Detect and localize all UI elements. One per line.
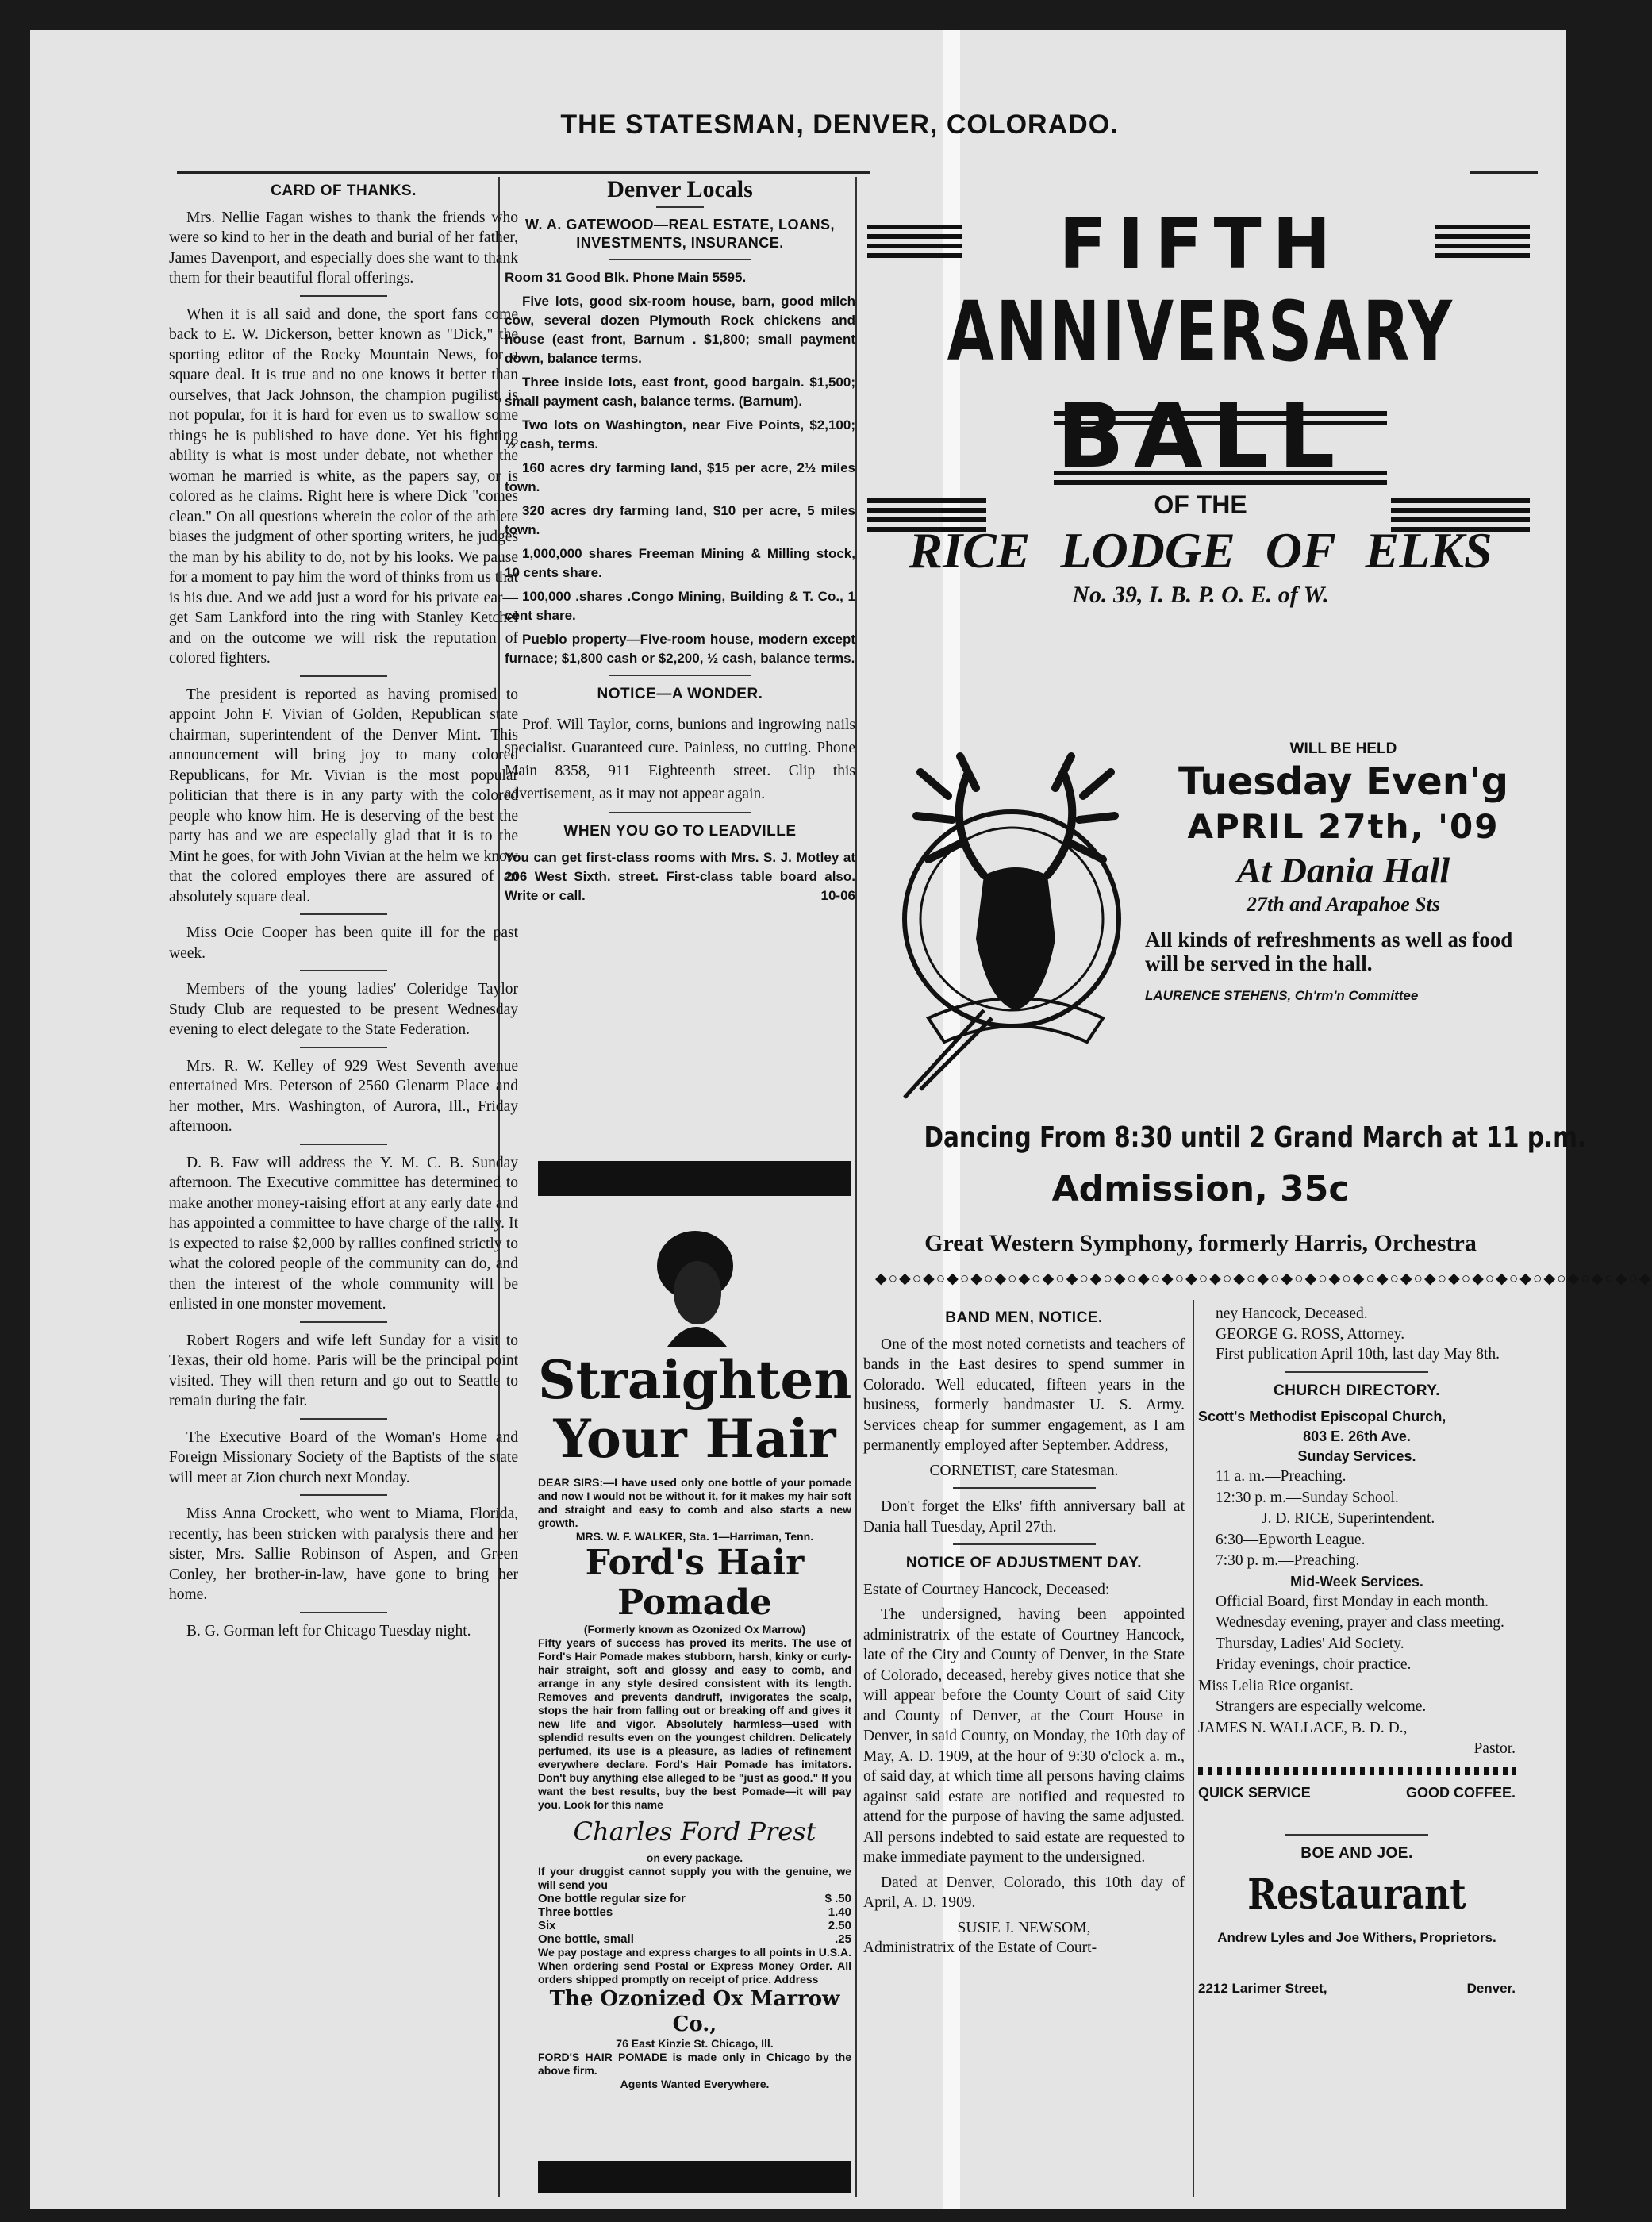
gatewood-office: Room 31 Good Blk. Phone Main 5595. [505, 269, 747, 285]
price-row: One bottle, small .25 [538, 1932, 851, 1946]
testimonial-author: MRS. W. F. WALKER, Sta. 1—Harriman, Tenn. [575, 1530, 814, 1543]
separator [300, 295, 387, 297]
service-item: Wednesday evening, prayer and class meeting. [1216, 1614, 1504, 1631]
leadville-text: You can get first-class rooms with Mrs. S. J. Motley at 206 West Sixth. street. First-class table board also. Write or call. [505, 849, 855, 903]
dancing-times: Dancing From 8:30 until 2 Grand March at 11 p.m. [924, 1121, 1587, 1154]
decorative-chain-border: ◆○◆○◆○◆○◆○◆○◆○◆○◆○◆○◆○◆○◆○◆○◆○◆○◆○◆○◆○◆○◆○◆○◆○◆○◆○◆○◆○◆○◆○◆○◆○◆○◆ [875, 1271, 1652, 1287]
listing: 1,000,000 shares Freeman Mining & Milling stock, 10 cents share. [505, 545, 855, 580]
restaurant-address [1198, 1979, 1516, 1998]
item-kelley: Mrs. R. W. Kelley of 929 West Seventh avenue entertained Mrs. Peterson of 2560 Glenarm Place and her mother, Mrs. Washington, of Aurora, Ill., Friday afternoon. [169, 1057, 518, 1135]
service-item: Miss Lelia Rice organist. [1198, 1677, 1354, 1694]
sunday-services-heading: Sunday Services. [1297, 1448, 1416, 1464]
price-row: Six 2.50 [538, 1919, 851, 1932]
leadville-heading: WHEN YOU GO TO LEADVILLE [563, 823, 797, 840]
refreshments-note: All kinds of refreshments as well as food will be served in the hall. [1145, 928, 1513, 975]
separator [1285, 1834, 1428, 1836]
ball-date: APRIL 27th, '09 [1187, 807, 1500, 846]
street-address: 2212 Larimer Street, [1198, 1981, 1327, 1996]
separator [300, 1418, 387, 1420]
column-divider [1193, 1300, 1194, 2197]
item-crockett: Miss Anna Crockett, who went to Miama, Florida, recently, has been stricken with paralysis there and her sister, Mrs. Sallie Robinson of Aspen, and Green Conley, her brother-in-law, have gone to bring her home. [169, 1505, 518, 1603]
service-item: J. D. RICE, Superintendent. [1262, 1510, 1435, 1527]
adjustment-estate: Estate of Courtney Hancock, Deceased: [863, 1581, 1110, 1598]
formerly-known: (Formerly known as Ozonized Ox Marrow) [583, 1623, 806, 1636]
made-only-note: FORD'S HAIR POMADE is made only in Chicago by the above firm. [538, 2051, 851, 2077]
separator [953, 1487, 1096, 1489]
testimonial: DEAR SIRS:—I have used only one bottle of your pomade and now I would not be without it, for it makes my hair soft and straight and easy to comb and also starts a new growth. [538, 1476, 851, 1529]
service-item: Friday evenings, choir practice. [1216, 1656, 1412, 1673]
ad-bottom-bar [538, 2161, 851, 2193]
tuesday-evening: Tuesday Even'g [1178, 759, 1508, 804]
anniversary-heading: ANNIVERSARY [947, 283, 1454, 380]
administratrix-name: SUSIE J. NEWSOM, [957, 1919, 1091, 1936]
card-of-thanks-heading: CARD OF THANKS. [271, 183, 417, 199]
ball-details [1145, 740, 1542, 1004]
restaurant-heading: Restaurant [1247, 1870, 1466, 1919]
orchestra-note: Great Western Symphony, formerly Harris, Orchestra [924, 1230, 1477, 1256]
pastor-title: Pastor. [1473, 1740, 1516, 1757]
listing: 100,000 .shares .Congo Mining, Building & T. Co., 1 cent share. [505, 588, 855, 623]
service-item: 12:30 p. m.—Sunday School. [1216, 1489, 1399, 1506]
church-name: Scott's Methodist Episcopal Church, [1198, 1409, 1446, 1424]
item-missionary: The Executive Board of the Woman's Home and Foreign Missionary Society of the Baptists of the state will meet at Zion church next Monday. [169, 1428, 518, 1486]
item-cooper: Miss Ocie Cooper has been quite ill for the past week. [169, 925, 518, 962]
service-item: 11 a. m.—Preaching. [1216, 1468, 1347, 1485]
separator [953, 1543, 1096, 1545]
ball-venue: At Dania Hall [1236, 850, 1450, 890]
committee-chairman: LAURENCE STEHENS, Ch'rm'n Committee [1145, 988, 1419, 1003]
notice-wonder-text: Prof. Will Taylor, corns, bunions and ingrowing nails specialist. Guaranteed cure. Painless, no cutting. Phone Main 8358, 911 Eighteenth street. Clip this advertisement, as it may not appear again. [505, 717, 855, 802]
rice-lodge-heading: RICE LODGE OF ELKS [909, 522, 1493, 579]
card-of-thanks-text: Mrs. Nellie Fagan wishes to thank the friends who were so kind to her in the death and burial of her father, James Davenport, and especially does she want to thank them for their beautiful floral offerings. [169, 209, 518, 286]
pomade-heading: Pomade [617, 1582, 773, 1623]
company-name: The Ozonized Ox Marrow Co., [549, 1987, 840, 2036]
band-men-signature: CORNETIST, care Statesman. [929, 1462, 1119, 1479]
masthead: THE STATESMAN, DENVER, COLORADO. [560, 110, 1119, 140]
listing: Pueblo property—Five-room house, modern except furnace; $1,800 cash or $2,200, ½ cash, balance terms. [505, 631, 855, 666]
adjustment-heading: NOTICE OF ADJUSTMENT DAY. [905, 1555, 1143, 1571]
separator [300, 1612, 387, 1613]
item-rogers: Robert Rogers and wife left Sunday for a visit to Texas, their old home. Paris will be the principal point visited. They will then return and go out to Seattle to remain during the fair. [169, 1332, 518, 1409]
separator [300, 1144, 387, 1145]
service-item: 6:30—Epworth League. [1216, 1531, 1366, 1548]
service-item: Official Board, first Monday in each month. [1216, 1593, 1489, 1610]
company-address: 76 East Kinzie St. Chicago, Ill. [616, 2037, 774, 2050]
city: Denver. [1466, 1981, 1516, 1996]
church-address: 803 E. 26th Ave. [1303, 1428, 1411, 1444]
signature: Charles Ford Prest [573, 1816, 816, 1847]
item-gorman: B. G. Gorman left for Chicago Tuesday night. [186, 1622, 471, 1640]
price-row: One bottle regular size for $ .50 [538, 1892, 851, 1905]
woman-portrait-icon [651, 1228, 739, 1347]
listing: Two lots on Washington, near Five Points, $2,100; ½ cash, terms. [505, 417, 855, 452]
denver-locals-heading: Denver Locals [607, 176, 753, 202]
church-directory-heading: CHURCH DIRECTORY. [1273, 1382, 1441, 1399]
druggist-note: If your druggist cannot supply you with the genuine, we will send you [538, 1865, 851, 1891]
admission-price: Admission, 35c [1051, 1169, 1350, 1209]
decorative-chain-border [1198, 1767, 1516, 1775]
ball-poster [863, 205, 1538, 609]
leadville-code: 10-06 [820, 887, 855, 903]
good-coffee: GOOD COFFEE. [1405, 1784, 1516, 1801]
every-package: on every package. [646, 1851, 743, 1864]
proprietors: Andrew Lyles and Joe Withers, Proprietors. [1217, 1930, 1496, 1945]
quick-service: QUICK SERVICE [1198, 1784, 1311, 1801]
newspaper-page [30, 30, 1652, 2209]
straighten-heading: Straighten [538, 1349, 852, 1411]
listing: Three inside lots, east front, good bargain. $1,500; small payment cash, balance terms. (Barnum). [505, 374, 855, 409]
listing: Five lots, good six-room house, barn, good milch cow, several dozen Plymouth Rock chickens and house (east front, Barnum . $1,800; small payment down, balance terms. [505, 293, 855, 366]
of-the-label: OF THE [1154, 490, 1247, 519]
fords-hair-heading: Ford's Hair [585, 1543, 805, 1583]
separator [609, 812, 751, 813]
separator [1285, 1371, 1428, 1373]
lodge-number: No. 39, I. B. P. O. E. of W. [1072, 582, 1329, 608]
adjustment-text: The undersigned, having been appointed administratrix of the estate of Courtney Hancock, late of the City and County of Denver, in the State of Colorado, deceased, hereby gives notice that she will appear before the County Court of said City and County of Denver, at the Court House in Denver, in said County, on Monday, the 10th day of May, A. D. 1909, at the hour of 9:30 o'clock a. m., of said day, at which time all persons having claims against said estate are notified and requested to attend for the purpose of having the same adjusted. All persons indebted to said estate are requested to make immediate payment to the undersigned. [863, 1606, 1185, 1866]
column-4 [1198, 1304, 1516, 1998]
pastor-name: JAMES N. WALLACE, B. D. D., [1198, 1719, 1408, 1736]
separator [300, 913, 387, 915]
ad-body: Fifty years of success has proved its merits. The use of Ford's Hair Pomade makes stubborn, harsh, kinky or curly-hair straight, soft and glossy and easy to comb, and arrange in any style desired consistent with its length. Removes and prevents dandruff, invigorates the scalp, stops the hair from falling out or breaking off and gives it new life and vigor. Absolutely harmless—used with splendid results even on the youngest children. Delicately perfumed, its use is a pleasure, as ladies of refinement everywhere declare. Ford's Hair Pomade has imitators. Don't buy anything else alleged to be "just as good." If you want the best results, buy the best Pomade—it will pay you. Look for this name [538, 1636, 851, 1811]
listing: 320 acres dry farming land, $10 per acre, 5 miles town. [505, 502, 855, 537]
listing: 160 acres dry farming land, $15 per acre, 2½ miles town. [505, 459, 855, 494]
separator [300, 1047, 387, 1048]
separator [300, 1494, 387, 1496]
administratrix-role: Administratrix of the Estate of Court- [863, 1939, 1097, 1956]
article-vivian: The president is reported as having promised to appoint John F. Vivian of Golden, Republican state chairman, superintendent of the Denver Mint. This announcement will bring joy to many colored Republicans, for Mr. Vivian is the most popular politician that there is in any party with the colored people who know him. He is deserving of the best the party has and we are especially glad that it is to the Mint he goes, for with John Vivian at the helm we know that the colored employes there are assured of an absolutely square deal. [169, 686, 518, 905]
adjustment-dated: Dated at Denver, Colorado, this 10th day of April, A. D. 1909. [863, 1874, 1185, 1911]
item-study-club: Members of the young ladies' Coleridge Taylor Study Club are requested to be present Wednesday evening to elect delegate to the State Federation. [169, 981, 518, 1038]
band-men-text: One of the most noted cornetists and teachers of bands in the East desires to spend summer in Colorado. Well educated, fifteen years in the business, formerly bandmaster U. S. Army. Services cheap for summer engagement, as I am permanently employed after September. Address, [863, 1336, 1185, 1454]
elk-head-emblem-icon [873, 740, 1131, 1105]
service-item: 7:30 p. m.—Preaching. [1216, 1552, 1360, 1569]
article-dickerson: When it is all said and done, the sport fans come back to E. W. Dickerson, better known as "Dick," the sporting editor of the Rocky Mountain News, for a square deal. It is true and no one knows it better than ourselves, that Jack Johnson, the champion pugilist, is not popular, for it is hard for even us to swallow some things he is published to have done. Yet his fighting ability is what is most under debate, not whether the woman he married is white, as the papers say, or is colored as he claims. Right here is where Dick "comes clean." On all questions wherein the color of the athlete biases the judgment of other sporting writers, he judges the man by his ability to do, not by his looks. We pause for a moment to pay him the word of thinks from us that is his due. And we add just a word for his private ear—get Sam Lankford into the ring with Stanley Ketchel and on the outcome we will risk the reputation of colored fighters. [169, 306, 518, 667]
elks-reminder: Don't forget the Elks' fifth anniversary ball at Dania hall Tuesday, April 27th. [863, 1498, 1185, 1536]
fifth-heading: FIFTH [1058, 203, 1343, 285]
agents-wanted: Agents Wanted Everywhere. [620, 2078, 770, 2090]
separator [609, 259, 751, 260]
restaurant-tagline [1198, 1783, 1516, 1802]
will-be-held: WILL BE HELD [1289, 740, 1397, 757]
band-men-heading: BAND MEN, NOTICE. [945, 1309, 1103, 1326]
separator [300, 675, 387, 677]
attorney-name: GEORGE G. ROSS, Attorney. [1216, 1325, 1405, 1343]
separator [656, 206, 704, 208]
column-divider [855, 177, 857, 2197]
separator [300, 970, 387, 971]
service-item: Thursday, Ladies' Aid Society. [1216, 1635, 1404, 1652]
column-1 [169, 173, 518, 1646]
ball-heading: BALL [1056, 385, 1345, 488]
gatewood-heading: W. A. GATEWOOD—REAL ESTATE, LOANS, INVESTMENTS, INSURANCE. [525, 216, 835, 251]
separator [609, 675, 751, 676]
item-faw: D. B. Faw will address the Y. M. C. B. Sunday afternoon. The Executive committee has determined to make another money-raising effort at any early date and has appointed a committee to have charge of the rally. It is expected to raise $2,000 by rallies confined strictly to what the colored people of the community can do, and then the interest of the whole community will be enlisted in one monster movement. [169, 1154, 518, 1313]
postage-note: We pay postage and express charges to all points in U.S.A. When ordering send Postal or Express Money Order. All orders shipped promptly on receipt of price. Address [538, 1946, 851, 1986]
column-3 [863, 1300, 1185, 1963]
notice-wonder-heading: NOTICE—A WONDER. [597, 685, 763, 702]
venue-streets: 27th and Arapahoe Sts [1247, 893, 1440, 916]
column-2 [505, 173, 855, 910]
ad-top-bar [538, 1161, 851, 1196]
boe-and-joe: BOE AND JOE. [1300, 1844, 1413, 1862]
top-rule [1470, 171, 1538, 174]
price-row: Three bottles 1.40 [538, 1905, 851, 1919]
your-hair-heading: Your Hair [553, 1408, 836, 1470]
separator [300, 1321, 387, 1323]
adjustment-continued: ney Hancock, Deceased. [1216, 1305, 1368, 1322]
publication-dates: First publication April 10th, last day May 8th. [1216, 1346, 1500, 1363]
service-item: Strangers are especially welcome. [1216, 1698, 1427, 1715]
midweek-heading: Mid-Week Services. [1290, 1573, 1423, 1590]
hair-pomade-ad [538, 1161, 851, 2193]
